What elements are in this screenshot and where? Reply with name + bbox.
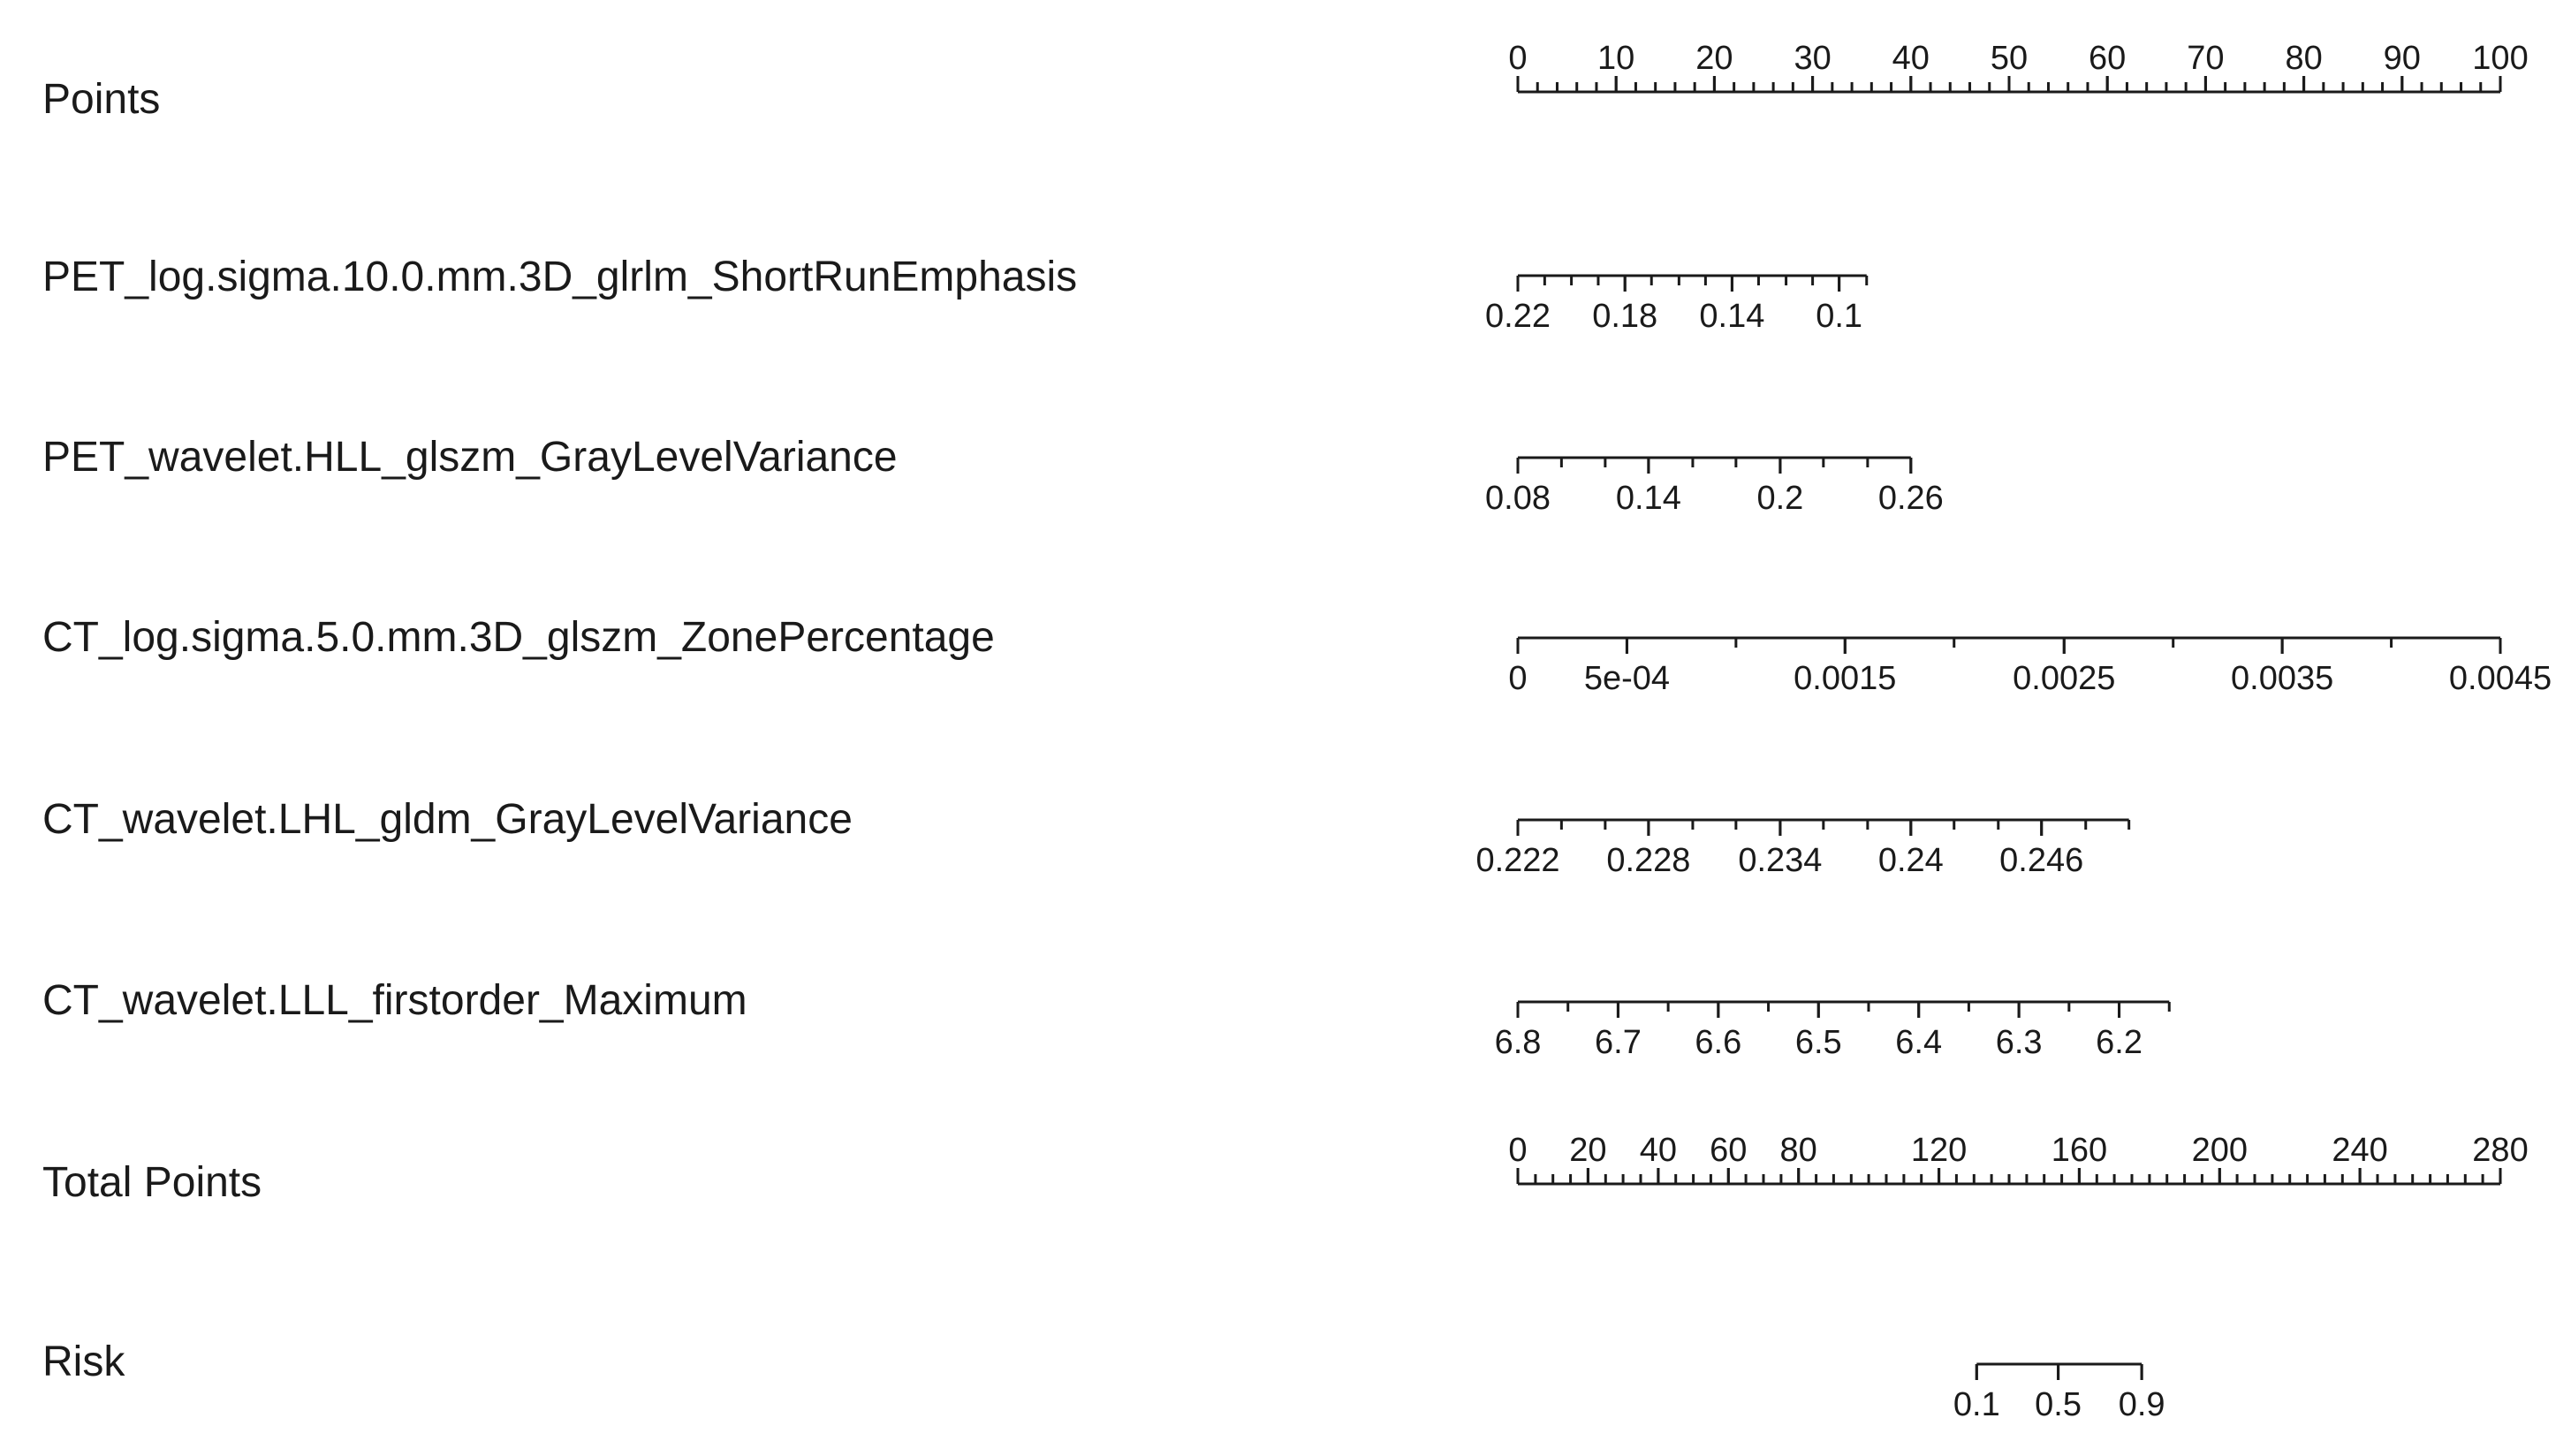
tick-label: 6.4 bbox=[1895, 1024, 1943, 1061]
row-label: CT_wavelet.LLL_firstorder_Maximum bbox=[42, 977, 747, 1024]
tick-label: 10 bbox=[1597, 40, 1635, 77]
tick-label: 0.22 bbox=[1485, 298, 1551, 335]
tick-label: 0.0025 bbox=[2013, 660, 2116, 697]
tick-label: 0.234 bbox=[1738, 842, 1823, 879]
tick-label: 30 bbox=[1794, 40, 1832, 77]
tick-label: 240 bbox=[2332, 1132, 2388, 1169]
nomogram-row bbox=[42, 614, 2552, 697]
row-label: Risk bbox=[42, 1338, 125, 1385]
row-label: PET_wavelet.HLL_glszm_GrayLevelVariance bbox=[42, 434, 898, 481]
tick-label: 6.3 bbox=[1995, 1024, 2043, 1061]
tick-label: 0.26 bbox=[1877, 480, 1944, 517]
tick-label: 70 bbox=[2187, 40, 2225, 77]
tick-label: 280 bbox=[2472, 1132, 2529, 1169]
tick-label: 160 bbox=[2051, 1132, 2108, 1169]
tick-label: 0.0045 bbox=[2448, 660, 2552, 697]
row-label: Points bbox=[42, 76, 161, 123]
tick-label: 0.2 bbox=[1756, 480, 1804, 517]
row-label: CT_wavelet.LHL_gldm_GrayLevelVariance bbox=[42, 796, 853, 843]
tick-label: 0.228 bbox=[1606, 842, 1691, 879]
tick-label: 0.1 bbox=[1953, 1386, 2000, 1423]
tick-label: 0.9 bbox=[2118, 1386, 2165, 1423]
tick-label: 60 bbox=[1710, 1132, 1748, 1169]
tick-label: 6.6 bbox=[1695, 1024, 1742, 1061]
row-label: Total Points bbox=[42, 1159, 262, 1206]
tick-label: 0.222 bbox=[1475, 842, 1560, 879]
tick-label: 6.2 bbox=[2096, 1024, 2142, 1061]
tick-label: 80 bbox=[2285, 40, 2323, 77]
nomogram-row bbox=[42, 254, 1867, 335]
tick-label: 0 bbox=[1508, 1132, 1528, 1169]
tick-label: 0.5 bbox=[2035, 1386, 2082, 1423]
nomogram-row bbox=[42, 796, 2129, 879]
tick-label: 0.14 bbox=[1615, 480, 1681, 517]
tick-label: 0.1 bbox=[1816, 298, 1863, 335]
tick-label: 0.0015 bbox=[1794, 660, 1897, 697]
tick-label: 40 bbox=[1639, 1132, 1678, 1169]
tick-label: 80 bbox=[1779, 1132, 1817, 1169]
tick-label: 40 bbox=[1892, 40, 1930, 77]
tick-label: 0.08 bbox=[1485, 480, 1551, 517]
tick-label: 6.5 bbox=[1794, 1024, 1842, 1061]
tick-label: 60 bbox=[2089, 40, 2127, 77]
tick-label: 6.7 bbox=[1595, 1024, 1642, 1061]
tick-label: 120 bbox=[1910, 1132, 1968, 1169]
nomogram-row bbox=[42, 977, 2169, 1061]
tick-label: 0.18 bbox=[1592, 298, 1658, 335]
tick-label: 0.14 bbox=[1699, 298, 1765, 335]
tick-label: 50 bbox=[1990, 40, 2029, 77]
row-label: PET_log.sigma.10.0.mm.3D_glrlm_ShortRunEmphasis bbox=[42, 254, 1078, 300]
nomogram-rows bbox=[42, 40, 2552, 1423]
nomogram-row bbox=[42, 434, 1944, 517]
nomogram-row bbox=[42, 1338, 2165, 1423]
nomogram-row bbox=[42, 1132, 2529, 1206]
tick-label: 90 bbox=[2383, 40, 2421, 77]
tick-label: 200 bbox=[2191, 1132, 2249, 1169]
tick-label: 0.24 bbox=[1877, 842, 1944, 879]
tick-label: 5e-04 bbox=[1583, 660, 1671, 697]
tick-label: 100 bbox=[2472, 40, 2529, 77]
tick-label: 20 bbox=[1695, 40, 1733, 77]
tick-label: 20 bbox=[1569, 1132, 1607, 1169]
tick-label: 6.8 bbox=[1494, 1024, 1542, 1061]
tick-label: 0 bbox=[1508, 660, 1528, 697]
nomogram-row bbox=[42, 40, 2529, 123]
tick-label: 0.0035 bbox=[2231, 660, 2334, 697]
tick-label: 0.246 bbox=[1999, 842, 2084, 879]
tick-label: 0 bbox=[1508, 40, 1528, 77]
row-label: CT_log.sigma.5.0.mm.3D_glszm_ZonePercentage bbox=[42, 614, 995, 661]
